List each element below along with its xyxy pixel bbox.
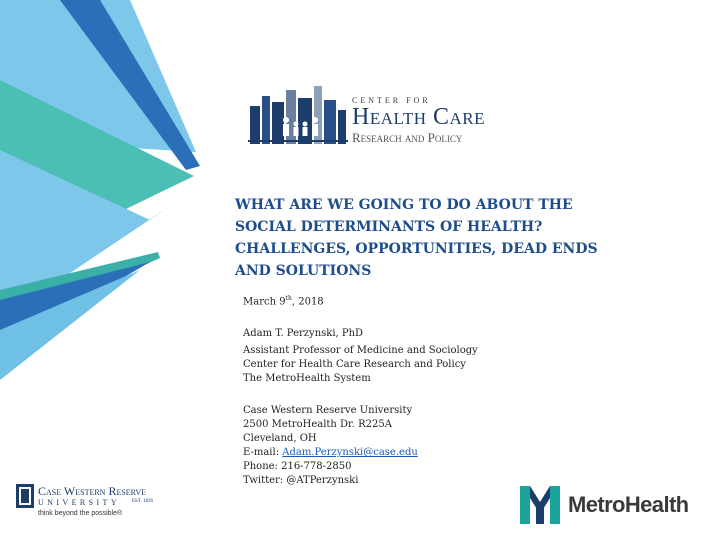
cwru-shield-icon: [16, 484, 34, 508]
cwru-tagline: think beyond the possible®: [38, 510, 123, 517]
presentation-date: March 9th, 2018: [243, 295, 324, 308]
decorative-rays: [0, 0, 200, 540]
cwru-name-line-1: Case Western Reserve: [38, 484, 147, 498]
metrohealth-wordmark: MetroHealth: [568, 492, 689, 517]
logo-top-line: CENTER FOR: [352, 96, 431, 105]
center-health-care-logo: [248, 84, 508, 148]
presenter-role-3: The MetroHealth System: [243, 373, 371, 385]
metrohealth-mark-icon: [520, 484, 564, 526]
logo-mid-line: Health Care: [352, 104, 485, 130]
presenter-role-1: Assistant Professor of Medicine and Sociology: [243, 345, 478, 357]
presenter-email-line: E-mail: Adam.Perzynski@case.edu: [243, 447, 418, 459]
cwru-logo: [16, 484, 166, 524]
skyline-family-icon: [248, 84, 348, 148]
presenter-name: Adam T. Perzynski, PhD: [243, 328, 364, 340]
presenter-info: [243, 292, 543, 488]
presentation-title: WHAT ARE WE GOING TO DO ABOUT THE SOCIAL DETERMINANTS OF HEALTH? CHALLENGES, OPPORTUNITIES, DEAD ENDS AND SOLUTIONS: [235, 197, 598, 279]
cwru-name-line-2: UNIVERSITY: [38, 498, 120, 507]
presenter-org: Case Western Reserve University: [243, 405, 413, 417]
presenter-address-1: 2500 MetroHealth Dr. R225A: [243, 419, 392, 431]
presenter-role-2: Center for Health Care Research and Policy: [243, 359, 466, 371]
email-link[interactable]: Adam.Perzynski@case.edu: [282, 447, 418, 459]
presenter-address-2: Cleveland, OH: [243, 433, 317, 445]
presenter-phone: Phone: 216-778-2850: [243, 461, 352, 473]
cwru-established: EST. 1826: [132, 499, 154, 504]
presenter-twitter: Twitter: @ATPerzynski: [243, 475, 359, 487]
logo-bottom-line: Research and Policy: [352, 130, 463, 145]
metrohealth-logo: [520, 484, 705, 526]
